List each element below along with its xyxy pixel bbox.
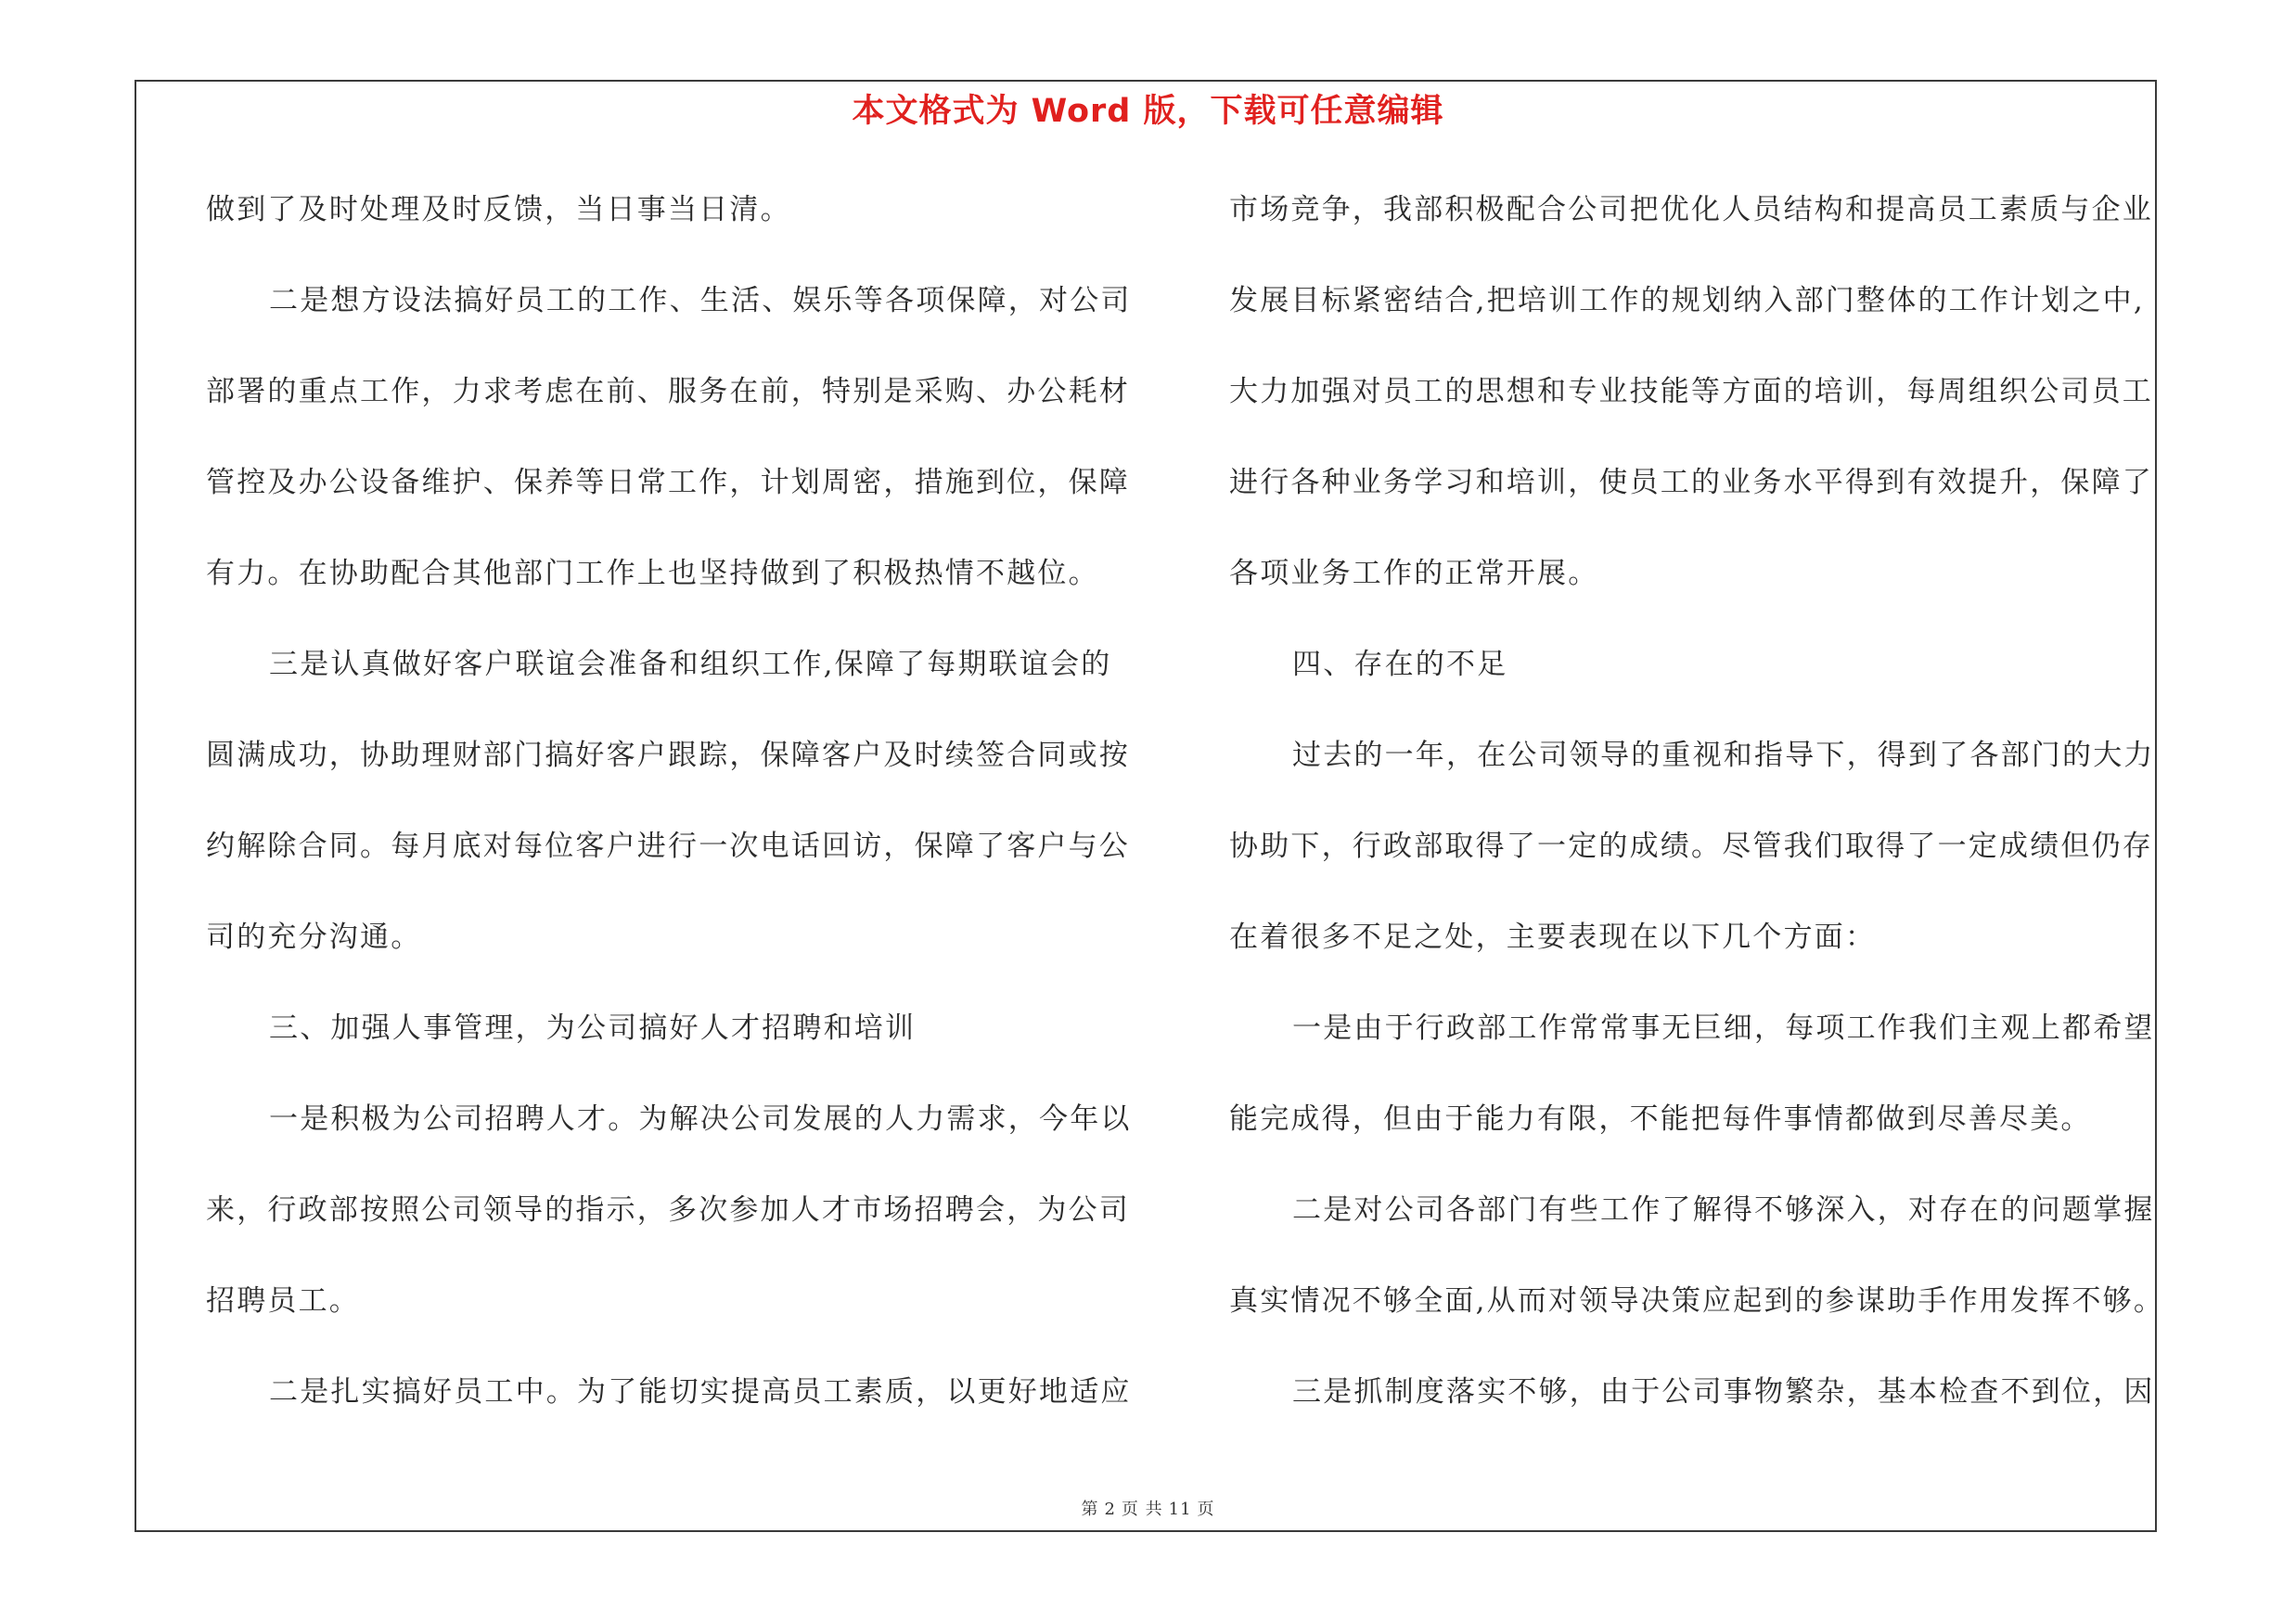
total-page-count: 11 [1168, 1500, 1192, 1519]
paragraph-line: 约解除合同。每月底对每位客户进行一次电话回访，保障了客户与公 [206, 830, 1130, 863]
paragraph-line: 部署的重点工作，力求考虑在前、服务在前，特别是采购、办公耗材 [206, 375, 1130, 408]
paragraph-line: 二是对公司各部门有些工作了解得不够深入，对存在的问题掌握 [1292, 1193, 2155, 1227]
paragraph-line: 发展目标紧密结合,把培训工作的规划纳入部门整体的工作计划之中, [1229, 284, 2145, 317]
paragraph-line: 在着很多不足之处，主要表现在以下几个方面： [1229, 921, 1877, 954]
paragraph-line: 司的充分沟通。 [206, 921, 422, 954]
paragraph-line: 二是想方设法搞好员工的工作、生活、娱乐等各项保障，对公司 [269, 284, 1132, 317]
paragraph-line: 进行各种业务学习和培训，使员工的业务水平得到有效提升，保障了 [1229, 466, 2153, 499]
paragraph-line: 一是积极为公司招聘人才。为解决公司发展的人力需求，今年以 [269, 1102, 1132, 1136]
left-text-column [206, 182, 1132, 1455]
paragraph-line: 三是抓制度落实不够，由于公司事物繁杂，基本检查不到位，因 [1292, 1375, 2155, 1409]
paragraph-line: 管控及办公设备维护、保养等日常工作，计划周密，措施到位，保障 [206, 466, 1130, 499]
current-page-number: 2 [1104, 1500, 1116, 1519]
page-number-footer [0, 1496, 2296, 1520]
paragraph-line: 二是扎实搞好员工中。为了能切实提高员工素质，以更好地适应 [269, 1375, 1132, 1409]
format-notice-banner: 本文格式为 Word 版，下载可任意编辑 [852, 93, 1444, 130]
paragraph-line: 过去的一年，在公司领导的重视和指导下，得到了各部门的大力 [1292, 739, 2155, 772]
paragraph-line: 圆满成功，协助理财部门搞好客户跟踪，保障客户及时续签合同或按 [206, 739, 1130, 772]
paragraph-line: 一是由于行政部工作常常事无巨细，每项工作我们主观上都希望 [1292, 1011, 2155, 1045]
footer-mid: 页 共 [1121, 1500, 1163, 1519]
paragraph-line: 三是认真做好客户联谊会准备和组织工作,保障了每期联谊会的 [269, 648, 1112, 681]
paragraph-line: 协助下，行政部取得了一定的成绩。尽管我们取得了一定成绩但仍存 [1229, 830, 2153, 863]
paragraph-line: 能完成得，但由于能力有限，不能把每件事情都做到尽善尽美。 [1229, 1102, 2092, 1136]
footer-prefix: 第 [1081, 1500, 1099, 1519]
paragraph-line: 做到了及时处理及时反馈，当日事当日清。 [206, 193, 791, 226]
section-heading: 四、存在的不足 [1292, 648, 1508, 681]
paragraph-line: 招聘员工。 [206, 1284, 360, 1318]
paragraph-line: 大力加强对员工的思想和专业技能等方面的培训，每周组织公司员工 [1229, 375, 2153, 408]
paragraph-line: 市场竞争，我部积极配合公司把优化人员结构和提高员工素质与企业 [1229, 193, 2153, 226]
paragraph-line: 有力。在协助配合其他部门工作上也坚持做到了积极热情不越位。 [206, 557, 1099, 590]
paragraph-line: 来，行政部按照公司领导的指示，多次参加人才市场招聘会，为公司 [206, 1193, 1130, 1227]
paragraph-line: 各项业务工作的正常开展。 [1229, 557, 1599, 590]
paragraph-line: 真实情况不够全面,从而对领导决策应起到的参谋助手作用发挥不够。 [1229, 1284, 2165, 1318]
footer-suffix: 页 [1197, 1500, 1215, 1519]
section-heading: 三、加强人事管理，为公司搞好人才招聘和培训 [269, 1011, 917, 1045]
right-text-column [1229, 182, 2175, 1455]
